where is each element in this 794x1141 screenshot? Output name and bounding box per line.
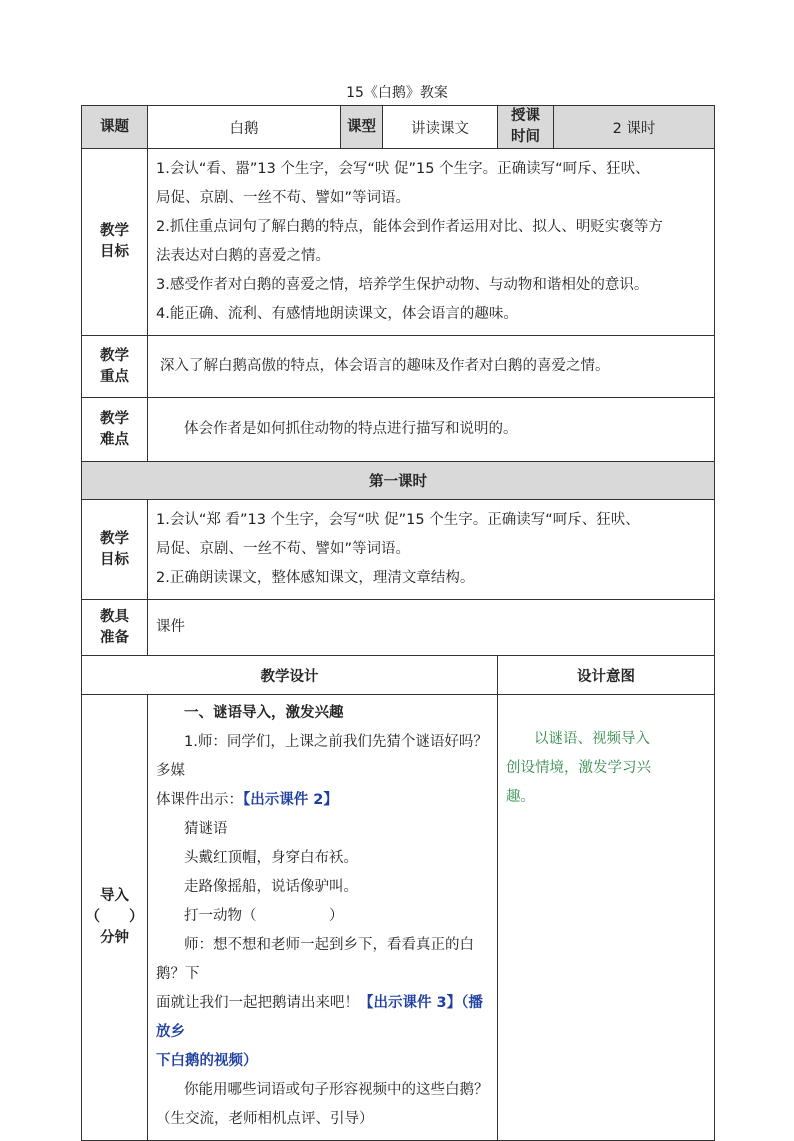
type-value: 讲读课文 xyxy=(383,106,498,149)
intent-column-header: 设计意图 xyxy=(498,656,715,695)
time-label-line1: 授课 xyxy=(511,108,540,124)
design-content xyxy=(148,695,498,1141)
prep-label: 教具 准备 xyxy=(82,600,148,656)
riddle-title: 猜谜语 xyxy=(184,821,228,837)
goals-line: 局促、京剧、一丝不苟、譬如”等词语。 xyxy=(156,190,411,206)
keypoints-text: 深入了解白鹅高傲的特点，体会语言的趣味及作者对白鹅的喜爱之情。 xyxy=(160,358,610,374)
lesson1-goals-content xyxy=(148,500,715,600)
time-value: 2 课时 xyxy=(554,106,715,149)
section-heading: 一、谜语导入，激发兴趣 xyxy=(184,705,344,721)
keypoints-label: 教学 重点 xyxy=(82,336,148,398)
riddle-line: 头戴红顶帽，身穿白布袄。 xyxy=(184,850,358,866)
stage-label: 导入 （ ） 分钟 xyxy=(82,695,148,1141)
goals-line: 法表达对白鹅的喜爱之情。 xyxy=(156,248,330,264)
difficulties-row xyxy=(82,398,715,462)
keypoints-row xyxy=(82,336,715,398)
lesson1-goals-label: 教学 目标 xyxy=(82,500,148,600)
prep-value: 课件 xyxy=(148,600,715,656)
goals-line: 4.能正确、流利、有感情地朗读课文，体会语言的趣味。 xyxy=(156,306,518,322)
time-label xyxy=(498,106,554,149)
design-header-row xyxy=(82,656,715,695)
lesson1-goals-line: 1.会认“郑 看”13 个生字，会写“吠 促”15 个生字。正确读写“呵斥、狂吠、 xyxy=(156,512,640,528)
design-paragraph: 你能用哪些词语或句子形容视频中的这些白鹅？ xyxy=(184,1082,489,1098)
lesson-plan-table xyxy=(81,105,715,1141)
lesson1-goals-row xyxy=(82,500,715,600)
time-label-line2: 时间 xyxy=(511,129,540,145)
design-paragraph: （生交流，老师相机点评、引导） xyxy=(156,1111,374,1127)
goals-row xyxy=(82,149,715,336)
header-row xyxy=(82,106,715,149)
intent-line: 以谜语、视频导入 xyxy=(534,731,650,747)
type-label: 课型 xyxy=(341,106,383,149)
riddle-line: 走路像摇船，说话像驴叫。 xyxy=(184,879,358,895)
design-paragraph: 师：想不想和老师一起到乡下，看看真正的白鹅？下 xyxy=(156,937,474,982)
prep-row xyxy=(82,600,715,656)
design-body-row xyxy=(82,695,715,1141)
lesson1-goals-line: 局促、京剧、一丝不苟、譬如”等词语。 xyxy=(156,541,411,557)
difficulties-text: 体会作者是如何抓住动物的特点进行描写和说明的。 xyxy=(184,421,518,437)
topic-value: 白鹅 xyxy=(148,106,341,149)
design-column-header: 教学设计 xyxy=(82,656,498,695)
courseware-ref: 下白鹅的视频） xyxy=(156,1053,258,1069)
courseware-ref: 【出示课件 3】（播放乡 xyxy=(156,995,483,1040)
keypoints-content xyxy=(148,336,715,398)
document-title: 15《白鹅》教案 xyxy=(346,85,448,101)
difficulties-label: 教学 难点 xyxy=(82,398,148,462)
courseware-ref: 【出示课件 2】 xyxy=(243,792,338,808)
intent-line: 创设情境，激发学习兴 xyxy=(506,760,651,776)
lesson1-heading-row xyxy=(82,462,715,500)
design-paragraph: 面就让我们一起把鹅请出来吧！【出示课件 3】（播放乡 xyxy=(156,995,483,1040)
goals-line: 1.会认“看、嚣”13 个生字，会写“吠 促”15 个生字。正确读写“呵斥、狂吠、 xyxy=(156,161,650,177)
goals-line: 3.感受作者对白鹅的喜爱之情，培养学生保护动物、与动物和谐相处的意识。 xyxy=(156,277,649,293)
difficulties-content xyxy=(148,398,715,462)
riddle-line: 打一动物（ ） xyxy=(184,908,344,924)
goals-content xyxy=(148,149,715,336)
lesson1-goals-line: 2.正确朗读课文，整体感知课文，理清文章结构。 xyxy=(156,570,475,586)
lesson1-title: 第一课时 xyxy=(82,462,715,500)
design-paragraph: 1.师：同学们，上课之前我们先猜个谜语好吗？多媒 xyxy=(156,734,488,779)
intent-content xyxy=(498,695,715,1141)
design-paragraph: 体课件出示：【出示课件 2】 xyxy=(156,792,338,808)
topic-label: 课题 xyxy=(82,106,148,149)
intent-line: 趣。 xyxy=(506,789,535,805)
goals-label: 教学 目标 xyxy=(82,149,148,336)
goals-line: 2.抓住重点词句了解白鹅的特点，能体会到作者运用对比、拟人、明贬实褒等方 xyxy=(156,219,663,235)
